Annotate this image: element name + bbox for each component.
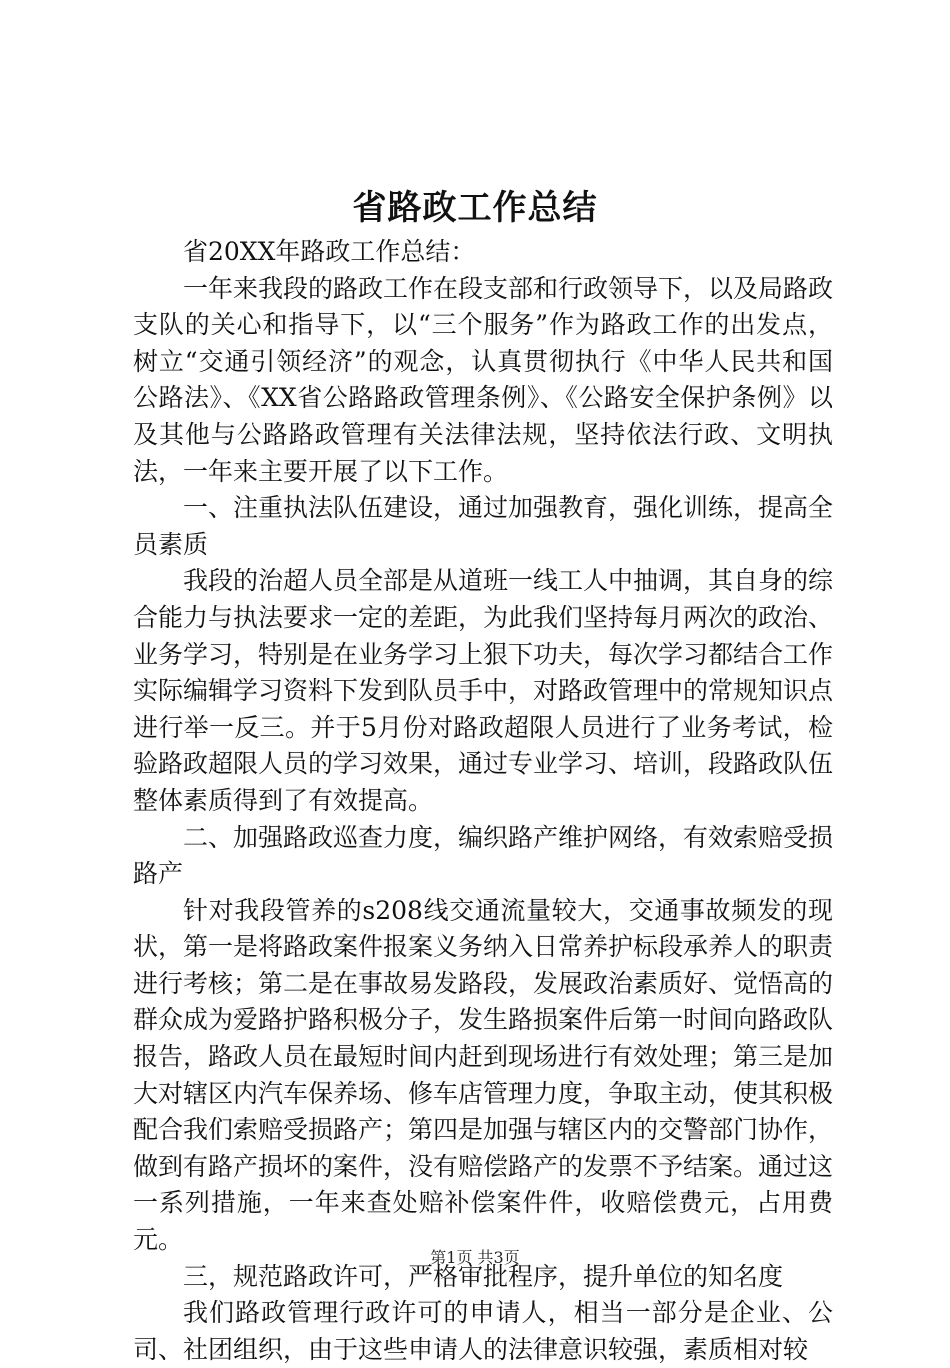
overview-paragraph: 一年来我段的路政工作在段支部和行政领导下，以及局路政支队的关心和指导下，以“三个服务”作为路政工作的出发点，树立“交通引领经济”的观念，认真贯彻执行《中华人民共和国公路法》、《XX省公路路政管理条例》、《公路安全保护条例》以及其他与公路路政管理有关法律法规，坚持依法行政、文明执法，一年来主要开展了以下工作。 — [133, 273, 834, 486]
document-title: 省路政工作总结 — [352, 188, 598, 228]
section-heading-2: 二、加强路政巡查力度，编织路产维护网络，有效索赔受损路产 — [133, 822, 834, 889]
section-2-paragraph: 针对我段管养的s208线交通流量较大，交通事故频发的现状，第一是将路政案件报案义务纳入日常养护标段承养人的职责进行考核；第二是在事故易发路段，发展政治素质好、觉悟高的群众成为爱路护路积极分子，发生路损案件后第一时间向路政队报告，路政人员在最短时间内赶到现场进行有效处理；第三是加大对辖区内汽车保养场、修车店管理力度，争取主动，使其积极配合我们索赔受损路产；第四是加强与辖区内的交警部门协作，做到有路产损坏的案件，没有赔偿路产的发票不予结案。通过这一系列措施，一年来查处赔补偿案件件，收赔偿费元，占用费元。 — [133, 895, 834, 1255]
section-3-paragraph: 我们路政管理行政许可的申请人，相当一部分是企业、公司、社团组织，由于这些申请人的法律意识较强，素质相对较 — [133, 1298, 833, 1364]
section-heading-1: 一、注重执法队伍建设，通过加强教育，强化训练，提高全员素质 — [133, 493, 834, 559]
document-body — [133, 234, 833, 1368]
section-heading-3: 三，规范路政许可，严格审批程序，提升单位的知名度 — [183, 1261, 784, 1291]
page-number-footer: 第1页 共3页 — [430, 1248, 520, 1267]
intro-paragraph: 省20XX年路政工作总结： — [183, 237, 476, 266]
section-1-paragraph: 我段的治超人员全部是从道班一线工人中抽调，其自身的综合能力与执法要求一定的差距，为此我们坚持每月两次的政治、业务学习，特别是在业务学习上狠下功夫，每次学习都结合工作实际编辑学习资料下发到队员手中，对路政管理中的常规知识点进行举一反三。并于5月份对路政超限人员进行了业务考试，检验路政超限人员的学习效果，通过专业学习、培训，段路政队伍整体素质得到了有效提高。 — [133, 566, 834, 815]
